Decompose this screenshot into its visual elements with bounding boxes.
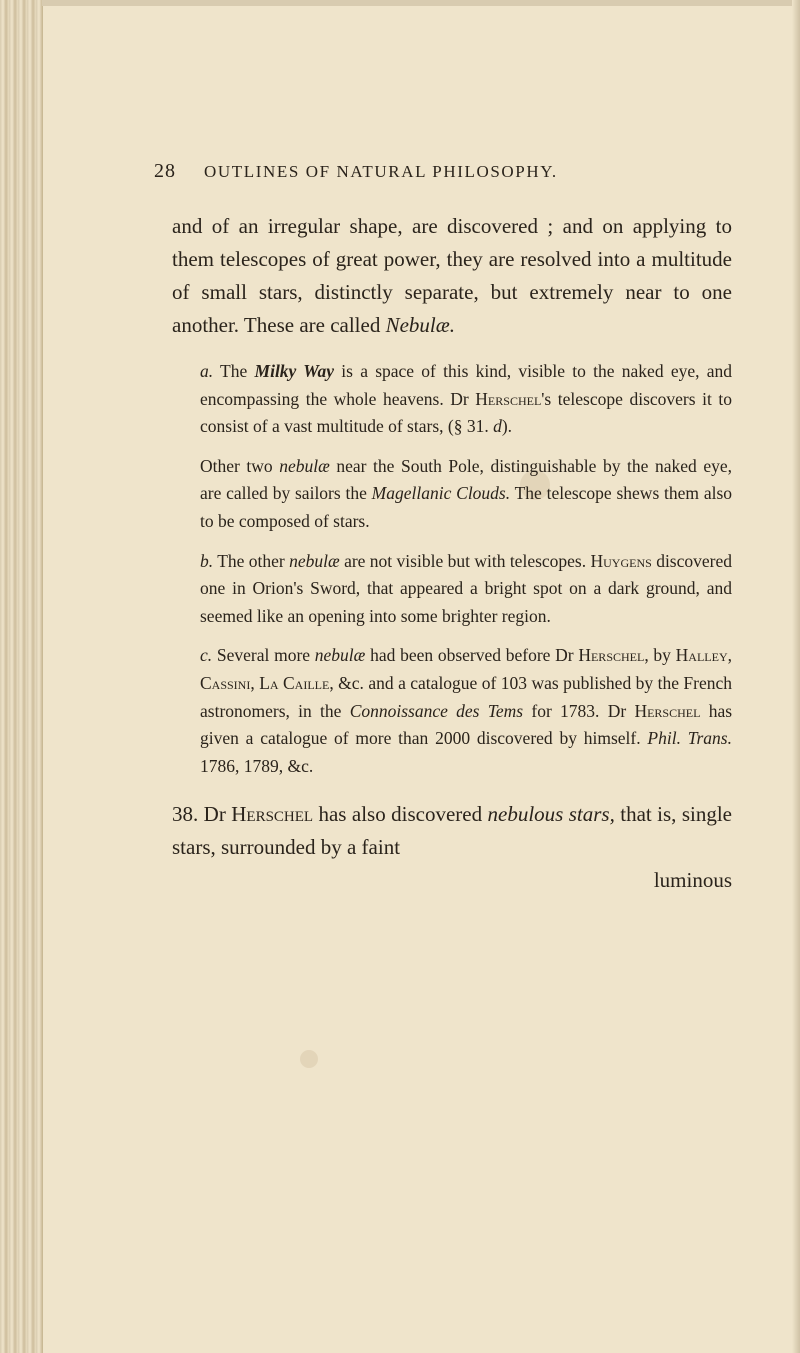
note-b <box>200 548 732 631</box>
note-text: The other <box>213 550 290 571</box>
phil-trans-ref: Phil. Trans. <box>647 728 732 749</box>
paragraph-38 <box>172 798 732 864</box>
intro-text: and of an irregular shape, are discovered ; and on applying to them telescopes of great power, they are resolved into a multitude of small stars, distinctly separate, but extremely near to one another. These are called <box>172 214 732 337</box>
note-magellanic <box>200 453 732 536</box>
note-text: ). <box>501 416 513 437</box>
running-title: OUTLINES OF NATURAL PHILOSOPHY. <box>204 162 558 181</box>
para-text: has also discovered <box>313 802 488 827</box>
note-text: , <box>727 645 733 666</box>
note-text: is a space of this kind, visible to the naked eye, and encompassing the whole heavens. Dr <box>200 361 732 409</box>
note-c <box>200 642 732 780</box>
name-herschel: Herschel <box>475 388 542 409</box>
intro-paragraph <box>172 210 732 342</box>
name-lacaille: La Caille <box>259 672 330 693</box>
note-text: near the South Pole, distinguishable by the naked eye, are called by sailors the <box>200 455 732 504</box>
nebulae-term: nebulæ <box>279 455 330 476</box>
notes-block <box>172 358 732 780</box>
catchword: luminous <box>653 868 732 893</box>
page-content <box>154 160 733 897</box>
note-label: a. <box>200 361 214 381</box>
note-text: Other two <box>200 455 280 476</box>
name-huygens: Huygens <box>590 550 652 571</box>
name-herschel: Herschel <box>231 802 314 827</box>
name-herschel: Herschel <box>578 645 645 666</box>
ref-letter: d <box>493 416 502 437</box>
note-text: , by <box>644 645 676 666</box>
note-label: c. <box>200 645 213 666</box>
para-text: that is, single stars, surrounded by a faint <box>172 802 732 860</box>
nebulae-term: nebulæ <box>289 550 340 571</box>
note-text: , &c. and a catalogue of 103 was published by the French astronomers, in the <box>200 672 733 721</box>
note-text: discovered one in Orion's Sword, that appeared a bright spot on a dark ground, and seemed like an opening into some brighter region. <box>200 550 732 626</box>
nebulae-term: Nebulæ. <box>385 313 456 337</box>
name-halley: Halley <box>675 645 728 666</box>
note-text: had been observed before Dr <box>365 645 579 666</box>
note-text: 's telescope discovers it to consist of a vast multitude of stars, (§ 31. <box>200 388 733 437</box>
milky-way-term: Milky Way <box>254 361 335 381</box>
note-text: are not visible but with telescopes. <box>339 550 591 571</box>
name-herschel: Herschel <box>634 700 701 721</box>
book-binding <box>0 0 43 1353</box>
note-text: The telescope shews them also to be composed of stars. <box>200 483 733 531</box>
page-right-edge <box>792 0 800 1353</box>
note-text: 1786, 1789, &c. <box>200 755 314 776</box>
note-text: The <box>213 361 255 381</box>
nebulae-term: nebulæ <box>314 645 366 666</box>
running-head <box>154 160 732 196</box>
paragraph-number: 38. <box>172 802 199 827</box>
magellanic-clouds-term: Magellanic Clouds. <box>371 483 511 504</box>
note-text: for 1783. Dr <box>523 700 635 721</box>
note-text: Several more <box>212 645 315 666</box>
note-text: has given a catalogue of more than 2000 discovered by himself. <box>200 700 733 749</box>
name-cassini: Cassini <box>200 672 251 693</box>
note-a <box>200 358 732 441</box>
note-label: b. <box>200 550 214 571</box>
note-text: , <box>250 672 260 693</box>
page-top-edge <box>42 0 800 6</box>
paper-stain <box>300 1050 318 1068</box>
connoissance-title: Connoissance des Tems <box>349 700 524 721</box>
para-text: Dr <box>198 802 232 827</box>
page-number: 28 <box>154 160 176 182</box>
nebulous-stars-term: nebulous stars, <box>487 802 615 827</box>
